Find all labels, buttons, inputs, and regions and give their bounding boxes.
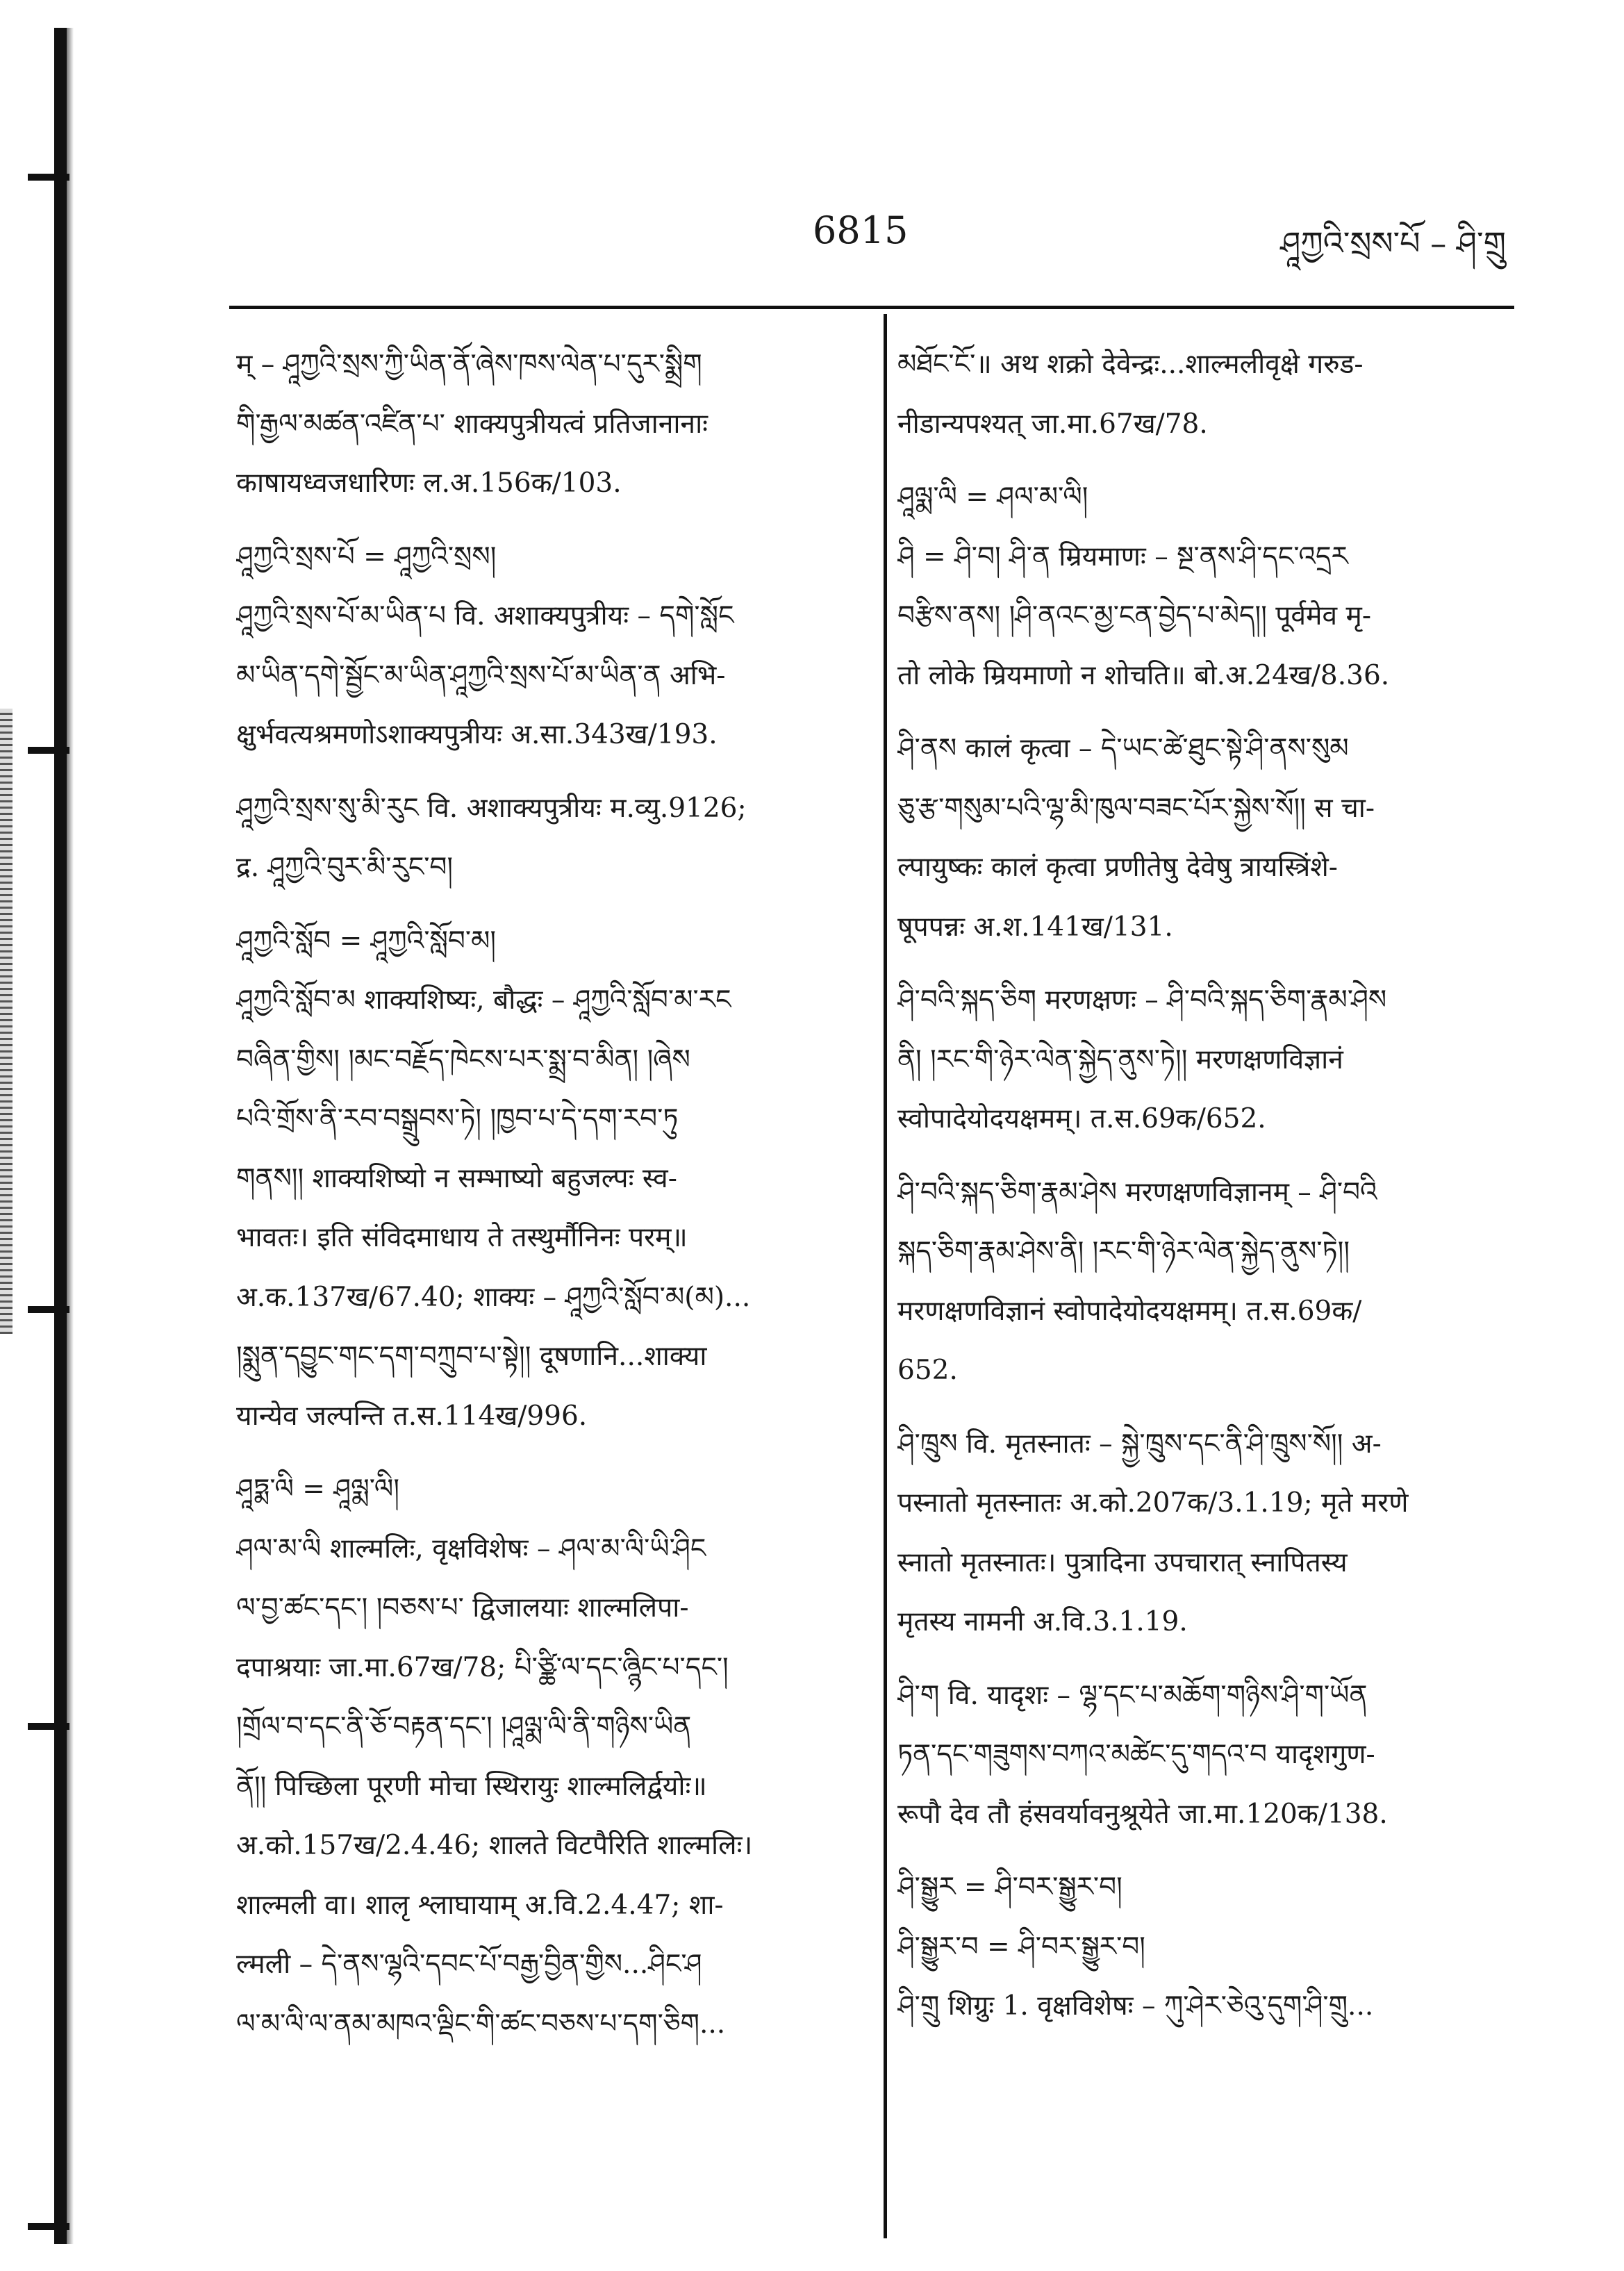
text-line: ཤལ་མ་ལི शाल्मलिः, वृक्षविशेषः – ཤལ་མ་ལི་ཡི་ཤིང xyxy=(236,1533,706,1564)
entry-gap xyxy=(236,513,868,527)
entry-gap xyxy=(236,765,868,779)
text-line: मृतस्य नामनी अ.वि.3.1.19. xyxy=(897,1606,1188,1637)
entry-gap xyxy=(897,1652,1523,1666)
text-line: །གྲོལ་བ་དང་ནི་ཅོ་བརྟན་དང་། །ཤཱལྨ་ལི་ནི་གཉིས་ཡིན xyxy=(236,1711,692,1742)
text-line: གི་རྒྱལ་མཚན་འཛིན་པ་ शाक्यपुत्रीयत्वं प्रतिजानानाः xyxy=(236,408,709,440)
text-line: ལ་མ་ལི་ལ་ནམ་མཁའ་ལྡིང་གི་ཚང་བཅས་པ་དག་ཅིག... xyxy=(236,2008,726,2040)
entry-gap xyxy=(897,1844,1523,1858)
text-line: ཤཱཀྱའི་སྲས་པོ = ཤཱཀྱའི་སྲས། xyxy=(236,540,497,572)
entry-gap xyxy=(897,957,1523,971)
running-head: ཤཱཀྱའི་སྲས་པོ – ཤི་གྲུ xyxy=(1280,224,1506,262)
text-line: क्षुर्भवत्यश्रमणोऽशाक्यपुत्रीयः अ.सा.343ख/193. xyxy=(236,719,718,750)
binding-shadow xyxy=(67,28,74,2244)
text-line: ཤི་སྒྱུར་བ = ཤི་བར་སྒྱུར་བ། xyxy=(897,1931,1145,1963)
text-line: शाल्मली वा। शालृ श्लाघायाम् अ.वि.2.4.47; शा- xyxy=(236,1889,724,1921)
text-line: །སྨུན་དབྱུང་གང་དག་བཀྲུབ་པ་སྟེ།། दूषणानि...शाक्या xyxy=(236,1341,707,1372)
binding-tab xyxy=(28,1306,69,1313)
text-line: अ.क.137ख/67.40; शाक्यः – ཤཱཀྱའི་སློབ་མ(མ)... xyxy=(236,1281,751,1313)
entry-gap xyxy=(897,1401,1523,1414)
header-rule xyxy=(229,306,1514,309)
entry-gap xyxy=(897,454,1523,468)
page-stack-edge xyxy=(0,709,13,1334)
text-line: रूपौ देव तौ हंसवर्यावनुश्रूयेते जा.मा.120क/138. xyxy=(897,1798,1388,1830)
text-line: མ་ཡིན་དགེ་སྦྱོང་མ་ཡིན་ཤཱཀྱའི་སྲས་པོ་མ་ཡིན་ན अभि- xyxy=(236,659,726,691)
text-line: ཏན་དང་གཟུགས་བཀའ་མཚེང་དུ་གདའ་བ यादृशगुण- xyxy=(897,1739,1375,1770)
text-line: तो लोके म्रियमाणो न शोचति॥ बो.अ.24ख/8.36. xyxy=(897,659,1390,691)
text-line: ཤཱཀྱའི་སློབ = ཤཱཀྱའི་སློབ་མ། xyxy=(236,925,497,957)
text-line: ཤཱཀྱའི་སློབ་མ शाक्यशिष्यः, बौद्धः – ཤཱཀྱའི་སློབ་མ་རང xyxy=(236,984,731,1016)
text-line: ल्मली – དེ་ནས་ལྷའི་དབང་པོ་བརྒྱ་བྱིན་གྱིས...ཤིང་ཤ xyxy=(236,1949,702,1980)
column-divider xyxy=(884,314,887,2238)
text-line: ल्पायुष्कः कालं कृत्वा प्रणीतेषु देवेषु त्रायस्त्रिंशे- xyxy=(897,852,1338,883)
binding-tab xyxy=(28,2223,69,2230)
text-line: གནས།། शाक्यशिष्यो न सम्भाष्यो बहुजल्पः स्व- xyxy=(236,1162,677,1194)
entry-gap xyxy=(897,705,1523,719)
text-line: ཤི་སྒྱུར = ཤི་བར་སྒྱུར་བ། xyxy=(897,1872,1122,1903)
binding-tab xyxy=(28,1723,69,1730)
text-line: ཤཱལྨ་ལི = ཤལ་མ་ལི། xyxy=(897,481,1088,513)
binding-edge-left xyxy=(54,28,67,2244)
text-line: ཤི་གྲུ शिग्रुः 1. वृक्षविशेषः – ཀུ་ཤེར་ཅེའུ་དུག་ཤི་གྲུ... xyxy=(897,1990,1374,2022)
text-line: म् – ཤཱཀྱའི་སྲས་ཀྱི་ཡིན་ནོ་ཞེས་ཁས་ལེན་པ་དུར་སྨྲིག xyxy=(236,349,702,380)
entry-gap xyxy=(236,1446,868,1460)
text-line: पस्नातो मृतस्नातः अ.को.207क/3.1.19; मृते मरणे xyxy=(897,1487,1409,1519)
text-line: བཞིན་གྱིས། །མང་བརྗོད་ཁེངས་པར་སྨྲ་བ་མིན། །ཞེས xyxy=(236,1043,690,1075)
text-line: ཤཱཀྱའི་སྲས་སུ་མི་རུང वि. अशाक्यपुत्रीयः म.व्यु.9126; xyxy=(236,792,747,824)
text-line: यान्येव जल्पन्ति त.स.114ख/996. xyxy=(236,1400,588,1432)
text-line: भावतः। इति संविदमाधाय ते तस्थुर्मौनिनः परम्॥ xyxy=(236,1222,688,1253)
entry-gap xyxy=(236,898,868,911)
left-column xyxy=(236,335,868,2054)
text-line: ཅུ་རྩ་གསུམ་པའི་ལྷ་མི་ཁུལ་བཟང་པོར་སྐྱེས་སོ།། स चा- xyxy=(897,792,1375,824)
text-line: ཤི་ཁྲུས वि. मृतस्नातः – སྐྱེ་ཁྲུས་དང་ནི་ཤི་ཁྲུས་སོ།། अ- xyxy=(897,1428,1382,1460)
text-line: स्नातो मृतस्नातः। पुत्रादिना उपचारात् स्नापितस्य xyxy=(897,1546,1348,1578)
text-line: ཤི་ག वि. यादृशः – ལྷ་དང་པ་མཆོག་གཉིས་ཤི་ག་ཡོན xyxy=(897,1679,1368,1711)
text-line: 652. xyxy=(897,1355,958,1386)
right-column xyxy=(897,335,1523,2036)
binding-tab xyxy=(28,174,69,181)
text-line: སྐད་ཅིག་རྣམ་ཤེས་ནི། །རང་གི་ཉེར་ལེན་སྐྱེད་ནུས་ཏེ།། xyxy=(897,1236,1350,1267)
text-line: ཤཱཏྨ་ལི = ཤཱལྨ་ལི། xyxy=(236,1473,399,1505)
text-line: ཤི་བའི་སྐད་ཅིག་རྣམ་ཤེས मरणक्षणविज्ञानम् – ཤི་བའི xyxy=(897,1176,1377,1208)
text-line: ནི། །རང་གི་ཉེར་ལེན་སྐྱེད་ནུས་ཏེ།། मरणक्षणविज्ञानं xyxy=(897,1043,1343,1075)
text-line: स्वोपादेयोदयक्षमम्। त.स.69क/652. xyxy=(897,1103,1266,1134)
text-line: नीडान्यपश्यत् जा.मा.67ख/78. xyxy=(897,408,1208,440)
entry-gap xyxy=(897,1149,1523,1163)
text-line: པའི་གྲོས་ནི་རབ་བསྒྲུབས་ཏེ། །ཁྱབ་པ་དེ་དག་རབ་ཏུ xyxy=(236,1103,679,1134)
text-line: ཤཱཀྱའི་སྲས་པོ་མ་ཡིན་པ वि. अशाक्यपुत्रीयः – དགེ་སློང xyxy=(236,600,734,631)
text-line: ལ་བྱ་ཚང་དང་། །བཅས་པ་ द्विजालयाः शाल्मलिपा- xyxy=(236,1592,689,1624)
text-line: ཤི་བའི་སྐད་ཅིག मरणक्षणः – ཤི་བའི་སྐད་ཅིག་རྣམ་ཤེས xyxy=(897,984,1387,1016)
text-line: ཤི་ནས कालं कृत्वा – དེ་ཡང་ཚེ་ཐུང་སྟེ་ཤི་ནས་སུམ xyxy=(897,733,1349,764)
text-line: द्र. ཤཱཀྱའི་བུར་མི་རུང་བ། xyxy=(236,852,454,883)
binding-tab xyxy=(28,747,69,754)
text-line: अ.को.157ख/2.4.46; शालते विटपैरिति शाल्मलिः। xyxy=(236,1830,753,1861)
text-line: षूपपन्नः अ.श.141ख/131. xyxy=(897,911,1173,943)
text-line: ནོ།། पिच्छिला पूरणी मोचा स्थिरायुः शाल्मलिर्द्वयोः॥ xyxy=(236,1770,707,1802)
text-line: मरणक्षणविज्ञानं स्वोपादेयोदयक्षमम्। त.स.69क/ xyxy=(897,1295,1362,1327)
page-number: 6815 xyxy=(813,208,909,252)
text-line: མཐོང་ངོ་॥ अथ शक्रो देवेन्द्रः...शाल्मलीवृक्षे गरुड- xyxy=(897,349,1364,380)
text-line: བརྩིས་ནས། །ཤི་ནའང་མྱ་ངན་བྱེད་པ་མེད།། पूर्वमेव मृ- xyxy=(897,600,1372,631)
text-line: काषायध्वजधारिणः ल.अ.156क/103. xyxy=(236,468,622,499)
text-line: दपाश्रयाः जा.मा.67ख/78; པི་ཙྪི་ལ་དང་ཞྙིང་པ་དང་། xyxy=(236,1651,729,1683)
text-line: ཤི = ཤི་བ། ཤི་ན म्रियमाणः – སྔ་ནས་ཤི་དང་འདྲར xyxy=(897,540,1348,572)
